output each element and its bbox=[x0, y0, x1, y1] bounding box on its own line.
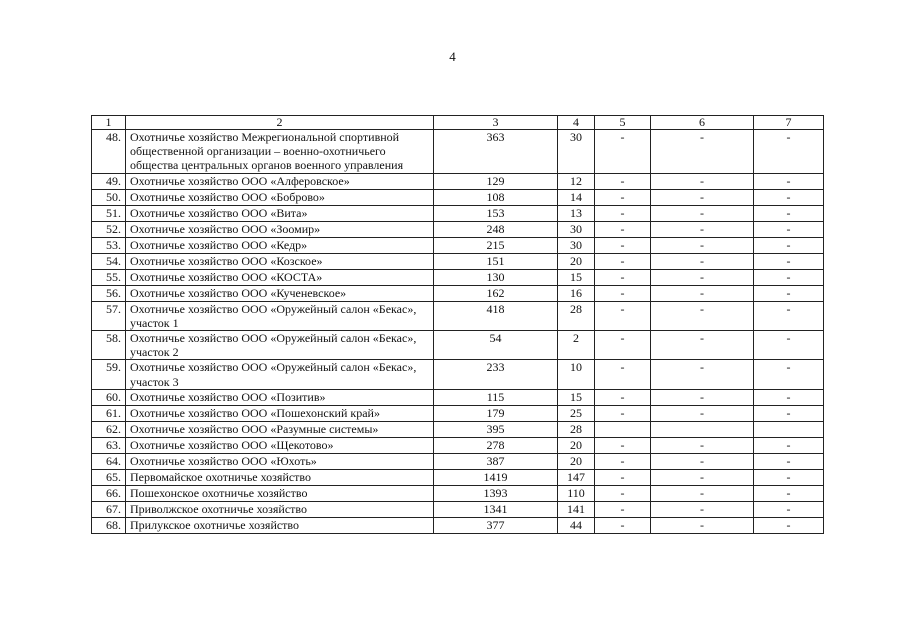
column-6-cell: - bbox=[651, 269, 754, 285]
column-7-cell: - bbox=[754, 130, 824, 174]
column-4-cell: 28 bbox=[558, 301, 595, 330]
table-row bbox=[92, 485, 824, 501]
table-row bbox=[92, 360, 824, 389]
page-number: 4 bbox=[449, 49, 456, 64]
column-5-cell: - bbox=[595, 301, 651, 330]
column-5-cell: - bbox=[595, 453, 651, 469]
table-row bbox=[92, 205, 824, 221]
hunting-farm-name-cell: Охотничье хозяйство ООО «Оружейный салон «Бекас», участок 1 bbox=[126, 301, 434, 330]
column-3-cell: 108 bbox=[434, 189, 558, 205]
row-number-cell: 53. bbox=[92, 237, 126, 253]
table-row bbox=[92, 453, 824, 469]
column-4-cell: 20 bbox=[558, 453, 595, 469]
table-row bbox=[92, 437, 824, 453]
hunting-farm-name-cell: Охотничье хозяйство ООО «Разумные системы» bbox=[126, 421, 434, 437]
column-5-cell: - bbox=[595, 469, 651, 485]
column-6-cell: - bbox=[651, 130, 754, 174]
hunting-farm-name-cell: Охотничье хозяйство ООО «Юхоть» bbox=[126, 453, 434, 469]
column-6-cell: - bbox=[651, 517, 754, 533]
row-number-cell: 54. bbox=[92, 253, 126, 269]
table-row bbox=[92, 389, 824, 405]
row-number-cell: 59. bbox=[92, 360, 126, 389]
column-3-cell: 363 bbox=[434, 130, 558, 174]
column-3-cell: 153 bbox=[434, 205, 558, 221]
table-row bbox=[92, 130, 824, 174]
column-5-cell: - bbox=[595, 405, 651, 421]
column-6-cell: - bbox=[651, 331, 754, 360]
column-5-cell: - bbox=[595, 517, 651, 533]
table-row bbox=[92, 517, 824, 533]
row-number-cell: 64. bbox=[92, 453, 126, 469]
column-4-cell: 20 bbox=[558, 437, 595, 453]
column-3-cell: 418 bbox=[434, 301, 558, 330]
hunting-farm-name-cell: Пошехонское охотничье хозяйство bbox=[126, 485, 434, 501]
table-row bbox=[92, 269, 824, 285]
column-7-cell: - bbox=[754, 405, 824, 421]
column-5-cell: - bbox=[595, 189, 651, 205]
column-6-cell: - bbox=[651, 453, 754, 469]
column-3-cell: 1419 bbox=[434, 469, 558, 485]
column-7-cell: - bbox=[754, 437, 824, 453]
row-number-cell: 48. bbox=[92, 130, 126, 174]
column-5-cell: - bbox=[595, 205, 651, 221]
hunting-farm-name-cell: Охотничье хозяйство ООО «Оружейный салон «Бекас», участок 3 bbox=[126, 360, 434, 389]
column-4-cell: 16 bbox=[558, 285, 595, 301]
column-7-cell: - bbox=[754, 253, 824, 269]
column-4-cell: 12 bbox=[558, 173, 595, 189]
column-7-cell: - bbox=[754, 360, 824, 389]
column-3-cell: 179 bbox=[434, 405, 558, 421]
hunting-farm-name-cell: Первомайское охотничье хозяйство bbox=[126, 469, 434, 485]
row-number-cell: 57. bbox=[92, 301, 126, 330]
row-number-cell: 66. bbox=[92, 485, 126, 501]
column-4-cell: 10 bbox=[558, 360, 595, 389]
column-6-cell: - bbox=[651, 301, 754, 330]
column-6-cell: - bbox=[651, 173, 754, 189]
column-3-cell: 215 bbox=[434, 237, 558, 253]
column-3-cell: 278 bbox=[434, 437, 558, 453]
table-row bbox=[92, 501, 824, 517]
column-5-cell: - bbox=[595, 485, 651, 501]
hunting-farm-name-cell: Охотничье хозяйство ООО «Позитив» bbox=[126, 389, 434, 405]
table-row bbox=[92, 469, 824, 485]
table-row bbox=[92, 173, 824, 189]
column-4-cell: 110 bbox=[558, 485, 595, 501]
column-7-cell: - bbox=[754, 469, 824, 485]
hunting-farm-name-cell: Охотничье хозяйство ООО «Алферовское» bbox=[126, 173, 434, 189]
row-number-cell: 62. bbox=[92, 421, 126, 437]
hunting-farm-name-cell: Охотничье хозяйство ООО «Щекотово» bbox=[126, 437, 434, 453]
column-5-cell: - bbox=[595, 253, 651, 269]
column-6-cell: - bbox=[651, 221, 754, 237]
column-4-cell: 28 bbox=[558, 421, 595, 437]
column-6-cell: - bbox=[651, 469, 754, 485]
column-header: 1 bbox=[92, 116, 126, 130]
column-7-cell: - bbox=[754, 501, 824, 517]
column-3-cell: 115 bbox=[434, 389, 558, 405]
column-7-cell: - bbox=[754, 301, 824, 330]
table-row bbox=[92, 253, 824, 269]
column-7-cell: - bbox=[754, 173, 824, 189]
hunting-farm-name-cell: Охотничье хозяйство ООО «Пошехонский край» bbox=[126, 405, 434, 421]
column-5-cell: - bbox=[595, 331, 651, 360]
column-6-cell: - bbox=[651, 389, 754, 405]
column-6-cell: - bbox=[651, 360, 754, 389]
column-4-cell: 25 bbox=[558, 405, 595, 421]
column-6-cell: - bbox=[651, 237, 754, 253]
row-number-cell: 60. bbox=[92, 389, 126, 405]
column-5-cell: - bbox=[595, 389, 651, 405]
hunting-farm-name-cell: Охотничье хозяйство Межрегиональной спортивной общественной организации – военно-охотничьего общества центральных органов военного управления bbox=[126, 130, 434, 174]
column-7-cell: - bbox=[754, 389, 824, 405]
column-5-cell: - bbox=[595, 269, 651, 285]
column-3-cell: 54 bbox=[434, 331, 558, 360]
row-number-cell: 52. bbox=[92, 221, 126, 237]
column-7-cell: - bbox=[754, 221, 824, 237]
column-3-cell: 162 bbox=[434, 285, 558, 301]
row-number-cell: 49. bbox=[92, 173, 126, 189]
column-6-cell: - bbox=[651, 485, 754, 501]
column-7-cell: - bbox=[754, 237, 824, 253]
column-4-cell: 30 bbox=[558, 237, 595, 253]
hunting-farm-name-cell: Охотничье хозяйство ООО «Кученевское» bbox=[126, 285, 434, 301]
table-row bbox=[92, 221, 824, 237]
column-6-cell: - bbox=[651, 189, 754, 205]
table-row bbox=[92, 285, 824, 301]
column-7-cell: - bbox=[754, 285, 824, 301]
column-5-cell: - bbox=[595, 360, 651, 389]
table-row bbox=[92, 331, 824, 360]
row-number-cell: 67. bbox=[92, 501, 126, 517]
column-6-cell bbox=[651, 421, 754, 437]
column-4-cell: 14 bbox=[558, 189, 595, 205]
column-7-cell: - bbox=[754, 485, 824, 501]
table-row bbox=[92, 237, 824, 253]
table-row bbox=[92, 421, 824, 437]
column-5-cell: - bbox=[595, 437, 651, 453]
column-5-cell bbox=[595, 421, 651, 437]
row-number-cell: 50. bbox=[92, 189, 126, 205]
row-number-cell: 58. bbox=[92, 331, 126, 360]
column-4-cell: 13 bbox=[558, 205, 595, 221]
hunting-farm-name-cell: Охотничье хозяйство ООО «Оружейный салон «Бекас», участок 2 bbox=[126, 331, 434, 360]
column-3-cell: 387 bbox=[434, 453, 558, 469]
column-3-cell: 1341 bbox=[434, 501, 558, 517]
row-number-cell: 55. bbox=[92, 269, 126, 285]
column-7-cell bbox=[754, 421, 824, 437]
column-5-cell: - bbox=[595, 221, 651, 237]
table-row bbox=[92, 301, 824, 330]
row-number-cell: 61. bbox=[92, 405, 126, 421]
hunting-farm-name-cell: Охотничье хозяйство ООО «Кедр» bbox=[126, 237, 434, 253]
header-row bbox=[92, 116, 824, 130]
row-number-cell: 51. bbox=[92, 205, 126, 221]
column-header: 5 bbox=[595, 116, 651, 130]
column-7-cell: - bbox=[754, 331, 824, 360]
column-3-cell: 395 bbox=[434, 421, 558, 437]
column-header: 3 bbox=[434, 116, 558, 130]
column-3-cell: 233 bbox=[434, 360, 558, 389]
column-3-cell: 129 bbox=[434, 173, 558, 189]
column-4-cell: 20 bbox=[558, 253, 595, 269]
column-5-cell: - bbox=[595, 501, 651, 517]
column-4-cell: 30 bbox=[558, 221, 595, 237]
hunting-farm-name-cell: Охотничье хозяйство ООО «Зоомир» bbox=[126, 221, 434, 237]
column-5-cell: - bbox=[595, 173, 651, 189]
column-header: 7 bbox=[754, 116, 824, 130]
column-6-cell: - bbox=[651, 405, 754, 421]
hunting-farm-name-cell: Охотничье хозяйство ООО «Козское» bbox=[126, 253, 434, 269]
column-6-cell: - bbox=[651, 205, 754, 221]
hunting-farm-name-cell: Охотничье хозяйство ООО «Боброво» bbox=[126, 189, 434, 205]
hunting-farm-name-cell: Охотничье хозяйство ООО «КОСТА» bbox=[126, 269, 434, 285]
row-number-cell: 65. bbox=[92, 469, 126, 485]
column-4-cell: 2 bbox=[558, 331, 595, 360]
table-body bbox=[92, 130, 824, 534]
column-header: 2 bbox=[126, 116, 434, 130]
column-4-cell: 30 bbox=[558, 130, 595, 174]
hunting-farm-name-cell: Прилукское охотничье хозяйство bbox=[126, 517, 434, 533]
column-4-cell: 44 bbox=[558, 517, 595, 533]
column-5-cell: - bbox=[595, 285, 651, 301]
column-4-cell: 15 bbox=[558, 389, 595, 405]
column-3-cell: 1393 bbox=[434, 485, 558, 501]
column-4-cell: 141 bbox=[558, 501, 595, 517]
row-number-cell: 63. bbox=[92, 437, 126, 453]
column-7-cell: - bbox=[754, 453, 824, 469]
column-header: 6 bbox=[651, 116, 754, 130]
column-3-cell: 151 bbox=[434, 253, 558, 269]
hunting-farm-name-cell: Приволжское охотничье хозяйство bbox=[126, 501, 434, 517]
table-row bbox=[92, 405, 824, 421]
column-6-cell: - bbox=[651, 285, 754, 301]
column-5-cell: - bbox=[595, 237, 651, 253]
row-number-cell: 56. bbox=[92, 285, 126, 301]
column-7-cell: - bbox=[754, 205, 824, 221]
column-6-cell: - bbox=[651, 437, 754, 453]
column-5-cell: - bbox=[595, 130, 651, 174]
hunting-farms-table bbox=[91, 115, 824, 534]
column-6-cell: - bbox=[651, 253, 754, 269]
column-4-cell: 147 bbox=[558, 469, 595, 485]
column-7-cell: - bbox=[754, 269, 824, 285]
column-7-cell: - bbox=[754, 517, 824, 533]
table-row bbox=[92, 189, 824, 205]
column-3-cell: 248 bbox=[434, 221, 558, 237]
column-3-cell: 130 bbox=[434, 269, 558, 285]
column-7-cell: - bbox=[754, 189, 824, 205]
column-4-cell: 15 bbox=[558, 269, 595, 285]
column-header: 4 bbox=[558, 116, 595, 130]
column-3-cell: 377 bbox=[434, 517, 558, 533]
row-number-cell: 68. bbox=[92, 517, 126, 533]
column-6-cell: - bbox=[651, 501, 754, 517]
hunting-farm-name-cell: Охотничье хозяйство ООО «Вита» bbox=[126, 205, 434, 221]
